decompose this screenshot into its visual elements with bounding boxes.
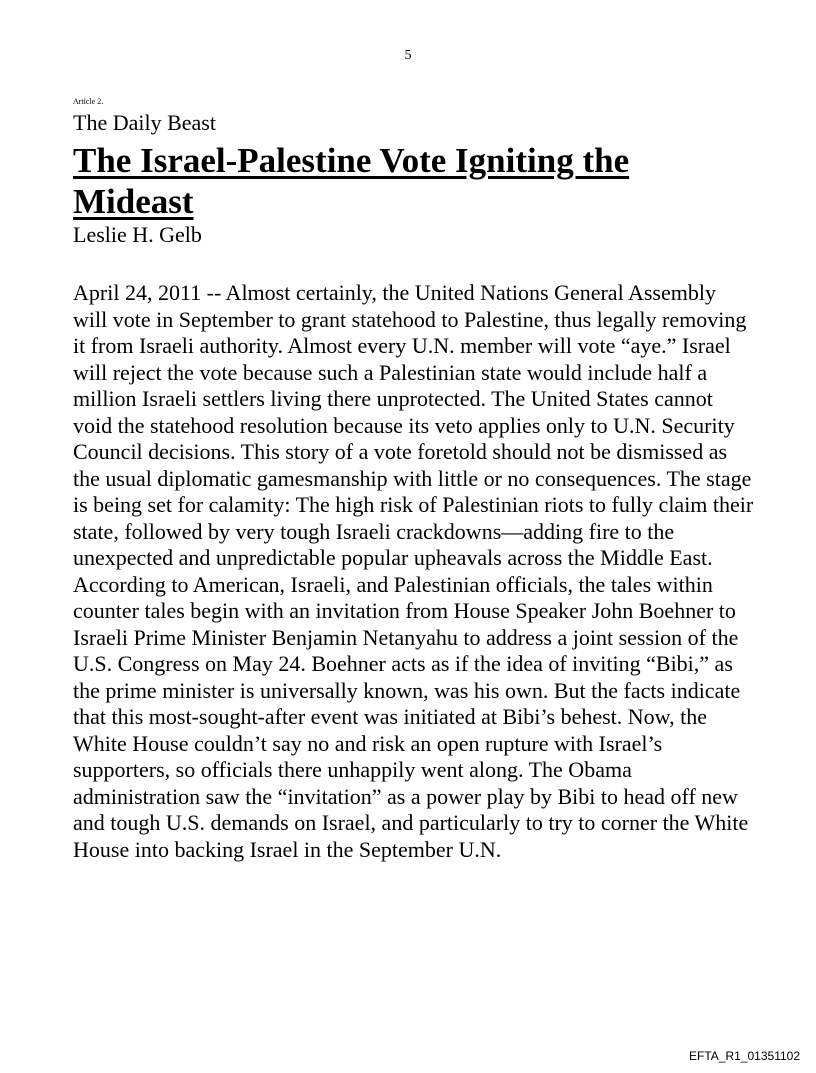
article-headline: The Israel-Palestine Vote Igniting the Mideast: [73, 141, 630, 221]
article-author: Leslie H. Gelb: [73, 222, 202, 247]
article-body: April 24, 2011 -- Almost certainly, the United Nations General Assembly will vote in September to grant statehood to Palestine, thus legally removing it from Israeli authority. Almost every U.N. member will vote “aye.” Israel will reject the vote because such a Palestinian state would include half a million Israeli settlers living there unprotected. The United States cannot void the statehood resolution because its veto applies only to U.N. Security Council decisions. This story of a vote foretold should not be dismissed as the usual diplomatic gamesmanship with little or no consequences. The stage is being set for calamity: The high risk of Palestinian riots to fully claim their state, followed by very tough Israeli crackdowns—adding fire to the unexpected and unpredictable popular upheavals across the Middle East. According to American, Israeli, and Palestinian officials, the tales within counter tales begin with an invitation from House Speaker John Boehner to Israeli Prime Minister Benjamin Netanyahu to address a joint session of the U.S. Congress on May 24. Boehner acts as if the idea of inviting “Bibi,” as the prime minister is universally known, was his own. But the facts indicate that this most-sought-after event was initiated at Bibi’s behest. Now, the White House couldn’t say no and risk an open rupture with Israel’s supporters, so officials there unhappily went along. The Obama administration saw the “invitation” as a power play by Bibi to head off new and tough U.S. demands on Israel, and particularly to try to corner the White House into backing Israel in the September U.N.: [73, 280, 754, 862]
publication-name: The Daily Beast: [73, 110, 216, 135]
document-id: EFTA_R1_01351102: [689, 1049, 800, 1063]
article-label: Article 2.: [73, 97, 104, 106]
page-number: 5: [404, 48, 412, 63]
